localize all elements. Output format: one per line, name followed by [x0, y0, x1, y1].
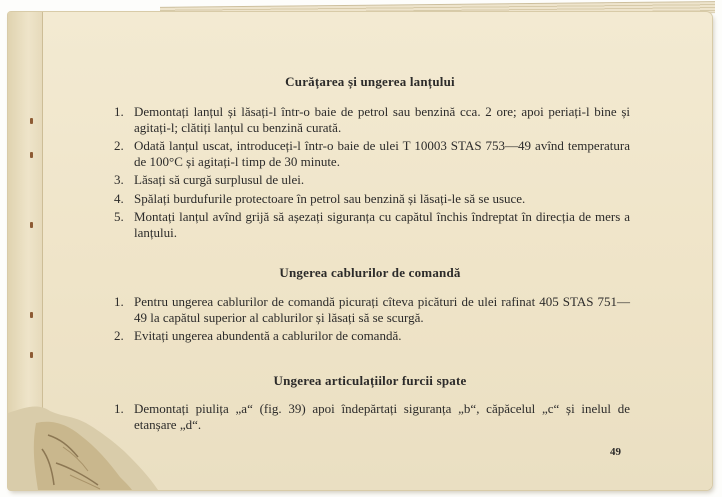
- item-number: 4.: [114, 190, 124, 206]
- instruction-list: [110, 401, 630, 435]
- item-number: 1.: [114, 401, 124, 416]
- item-text: Montați lanțul avînd grijă să așezați siguranța cu capătul închis îndreptat în direcția de mers a lanțului.: [134, 209, 630, 240]
- item-text: Odată lanțul uscat, introduceți-l într-o baie de ulei T 10003 STAS 753—49 avînd temperatura de 100°C și agitați-l timp de 30 minute.: [134, 138, 630, 169]
- list-item: [110, 172, 630, 188]
- item-text: Spălați burdufurile protectoare în petrol sau benzină și lăsați-le să se usuce.: [134, 190, 526, 206]
- page-number: 49: [610, 446, 621, 458]
- binding-stitch: [30, 152, 33, 158]
- binding-stitch: [30, 352, 33, 358]
- section-title: Ungerea articulațiilor furcii spate: [273, 373, 467, 388]
- instruction-list: [110, 294, 630, 347]
- list-item: [110, 191, 630, 207]
- item-text: Lăsați să curgă surplusul de ulei.: [134, 172, 305, 187]
- list-item: [110, 209, 630, 240]
- item-number: 1.: [114, 294, 124, 309]
- section-title: Curățarea și ungerea lanțului: [285, 74, 455, 89]
- item-text: Evitați ungerea abundentă a cablurilor de comandă.: [134, 328, 402, 343]
- item-number: 5.: [114, 209, 124, 224]
- list-item: [110, 328, 630, 344]
- item-number: 1.: [114, 104, 124, 119]
- binding-stitch: [30, 312, 33, 318]
- item-number: 2.: [114, 328, 124, 343]
- item-number: 3.: [114, 172, 124, 187]
- item-text: Demontați piulița „a“ (fig. 39) apoi îndepărtați siguranța „b“, căpăcelul „c“ și inelul de etanșare „d“.: [134, 401, 630, 432]
- instruction-list: [110, 104, 630, 243]
- binding-stitch: [30, 118, 33, 124]
- item-text: Pentru ungerea cablurilor de comandă picurați cîteva picături de ulei rafinat 405 STAS 751—49 la capătul superior al cablurilor și lăsați să se scurgă.: [134, 294, 630, 325]
- item-number: 2.: [114, 138, 124, 153]
- list-item: [110, 104, 630, 135]
- list-item: [110, 138, 630, 169]
- list-item: [110, 294, 630, 325]
- list-item: [110, 401, 630, 432]
- item-text: Demontați lanțul și lăsați-l într-o baie de petrol sau benzină cca. 2 ore; apoi periați-l bine și agitați-l; clătiți lanțul cu benzină curată.: [134, 104, 630, 135]
- section-title: Ungerea cablurilor de comandă: [279, 265, 461, 280]
- binding-stitch: [30, 222, 33, 228]
